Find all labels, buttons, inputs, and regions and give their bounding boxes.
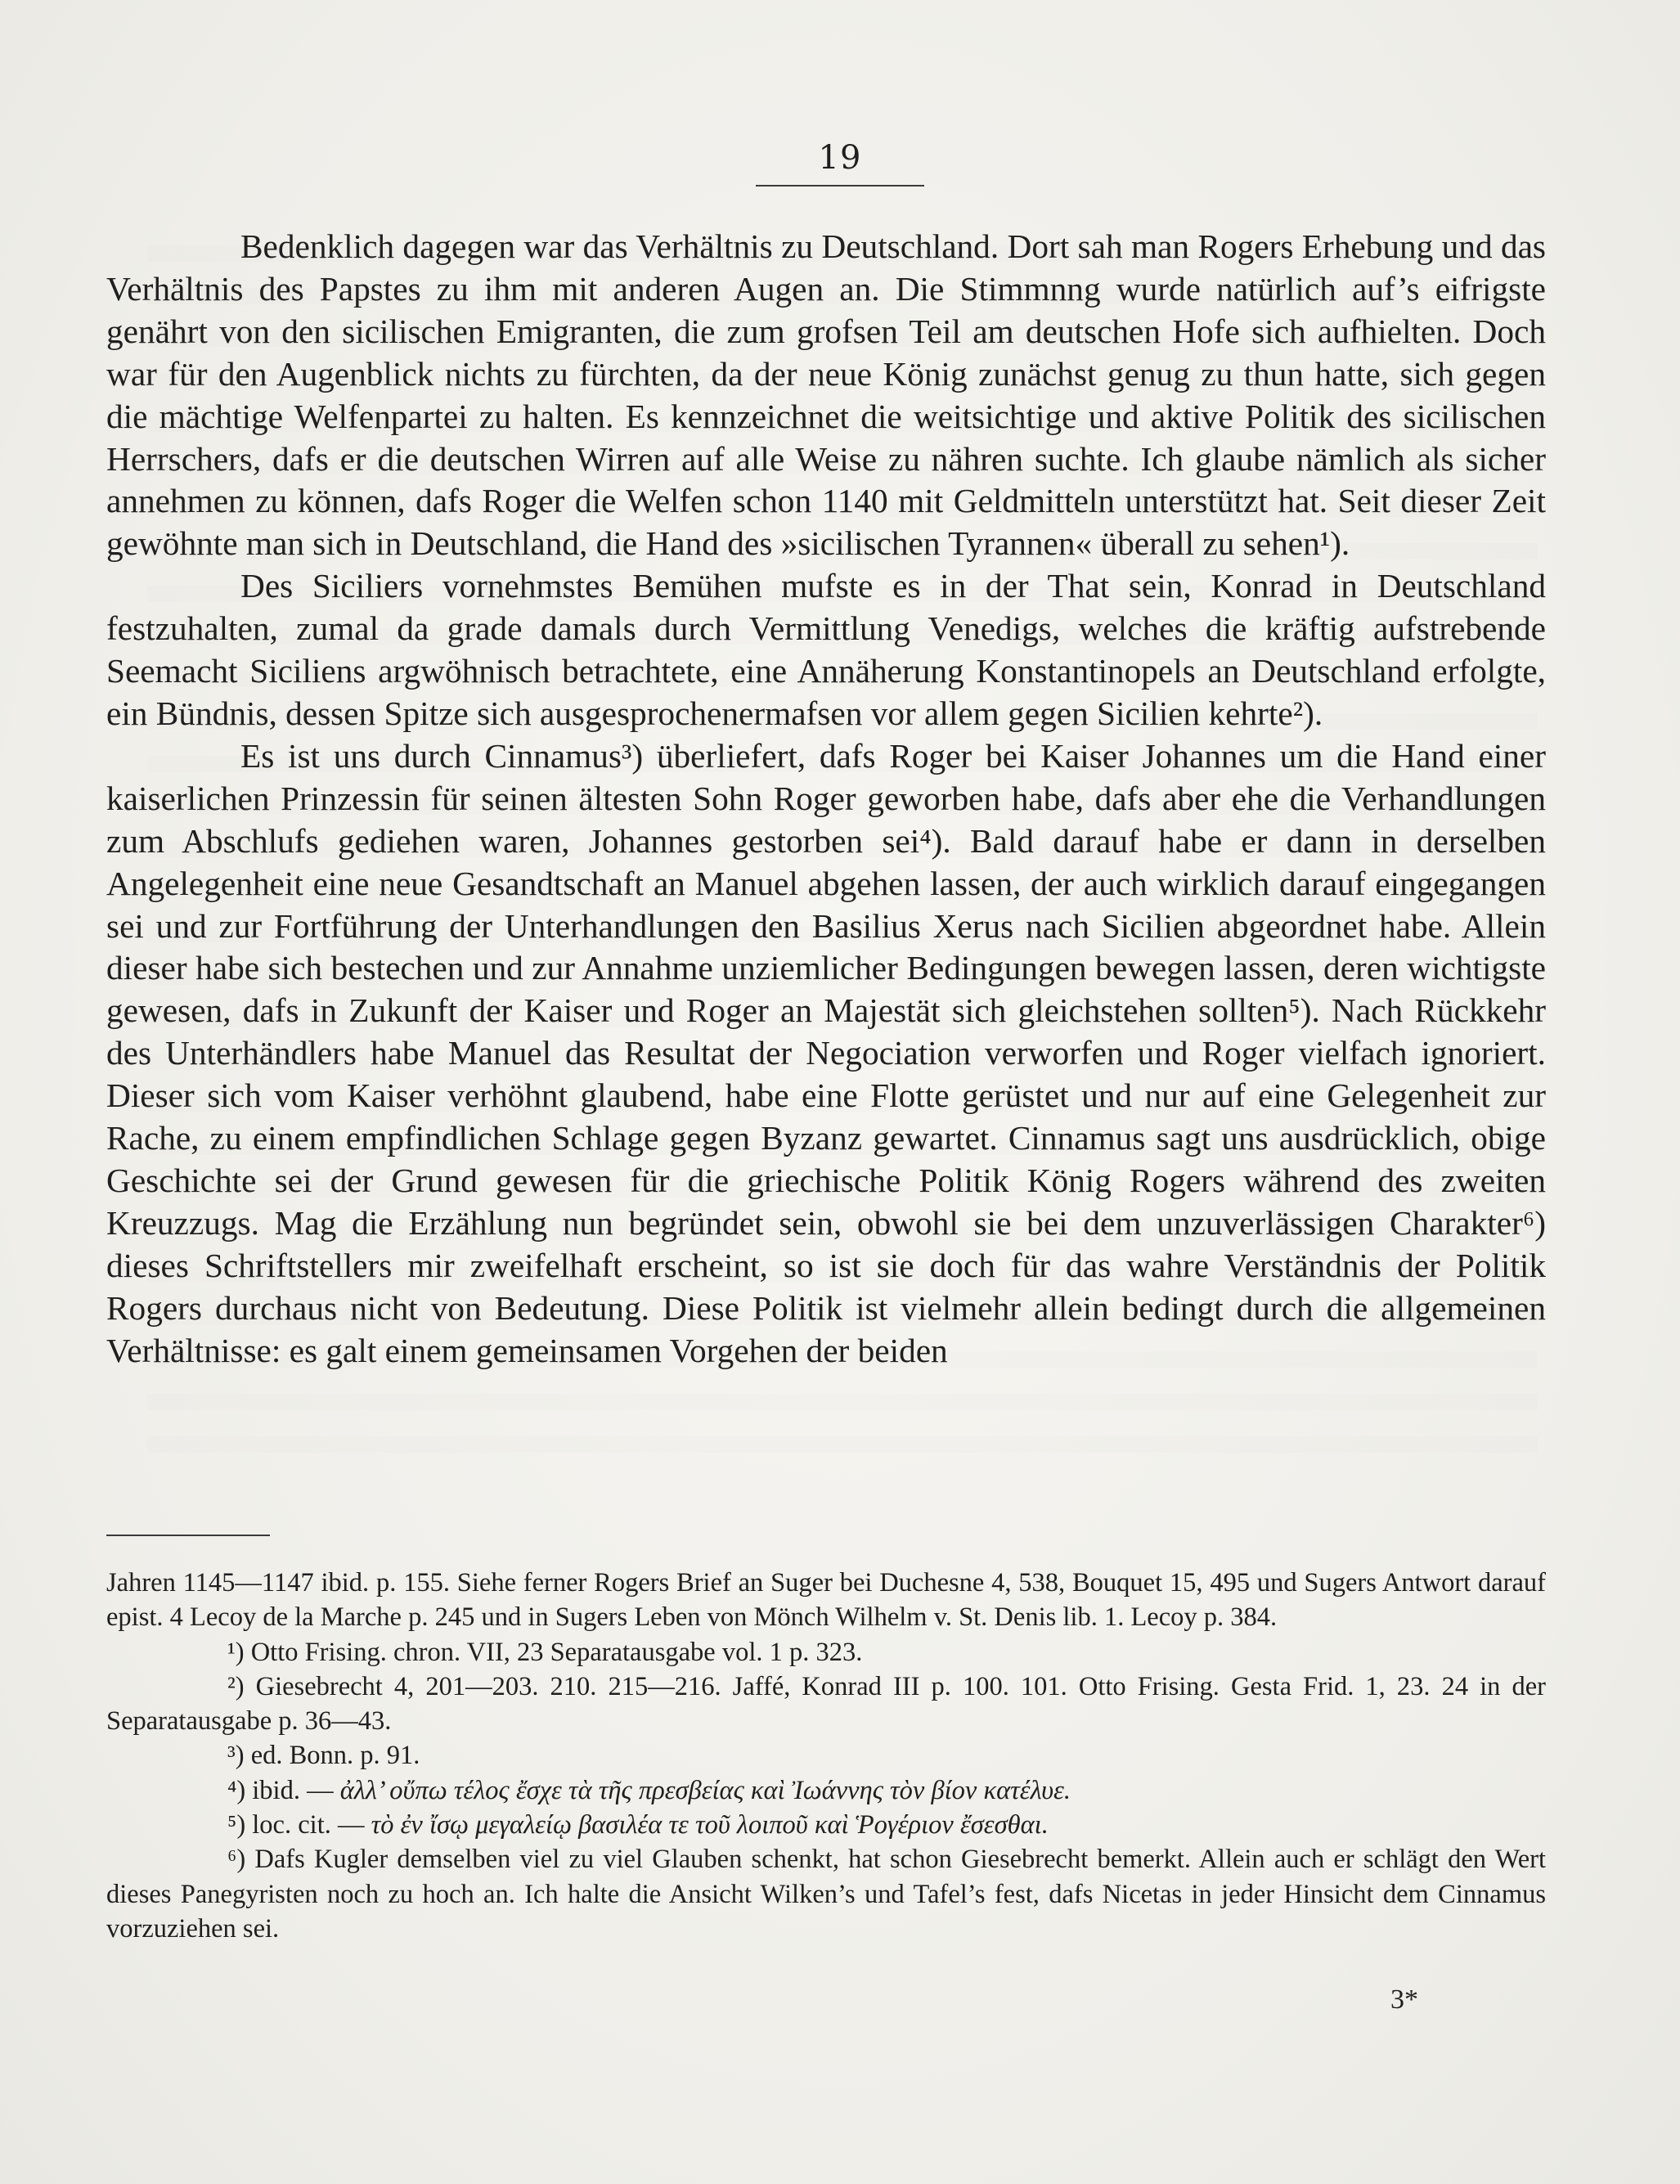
header-rule [756, 185, 924, 186]
footnote-3: ³) ed. Bonn. p. 91. [227, 1741, 420, 1771]
page-number: 19 [818, 139, 862, 177]
footnote-continuation: Jahren 1145—1147 ibid. p. 155. Siehe ferner Rogers Brief an Suger bei Duchesne 4, 538, Bouquet 15, 495 und Sugers Antwort darauf epist. 4 Lecoy de la Marche p. 245 und in Sugers Leben von Mönch Wilhelm v. St. Denis lib. 1. Lecoy p. 384. [106, 1568, 1546, 1633]
footnote-rule [106, 1535, 270, 1536]
footnote-5-label: ⁵) loc. cit. — [227, 1810, 371, 1840]
footnote-2: ²) Giesebrecht 4, 201—203. 210. 215—216. Jaffé, Konrad III p. 100. 101. Otto Frising. Gesta Frid. 1, 23. 24 in der Separatausgabe p. 36—43. [106, 1671, 1546, 1737]
body-paragraph: Des Siciliers vornehmstes Bemühen mufste es in der That sein, Konrad in Deutschland festzuhalten, zumal da grade damals durch Vermittlung Venedigs, welches die kräftig aufstrebende Seemacht Siciliens argwöhnisch betrachtete, eine Annäherung Konstantinopels an Deutschland erfolgte, ein Bündnis, dessen Spitze sich ausgesprochenermafsen vor allem gegen Sicilien kehrte²). [106, 567, 1546, 732]
body-paragraph: Bedenklich dagegen war das Verhältnis zu Deutschland. Dort sah man Rogers Erhebung und das Verhältnis des Papstes zu ihm mit anderen Augen an. Die Stimmnng wurde natürlich auf’s eifrigste genährt von den sicilischen Emigranten, die zum grofsen Teil am deutschen Hofe sich aufhielten. Doch war für den Augenblick nichts zu fürchten, da der neue König zunächst genug zu thun hatte, sich gegen die mächtige Welfenpartei zu halten. Es kennzeichnet die weitsichtige und aktive Politik des sicilischen Herrschers, dafs er die deutschen Wirren auf alle Weise zu nähren suchte. Ich glaube nämlich als sicher annehmen zu können, dafs Roger die Welfen schon 1140 mit Geldmitteln unterstützt hat. Seit dieser Zeit gewöhnte man sich in Deutschland, die Hand des »sicilischen Tyrannen« überall zu sehen¹). [106, 227, 1546, 563]
footnotes [106, 1566, 1546, 1946]
footnote-5 [106, 1808, 1546, 1842]
footnote-4 [106, 1773, 1546, 1808]
footnote-5-greek-quote: τὸ ἐν ἴσῳ μεγαλείῳ βασιλέα τε τοῦ λοιποῦ καὶ Ῥογέριον ἔσεσθαι. [371, 1810, 1049, 1840]
footnote-1: ¹) Otto Frising. chron. VII, 23 Separatausgabe vol. 1 p. 323. [227, 1637, 863, 1667]
footnote-6: ⁶) Dafs Kugler demselben viel zu viel Glauben schenkt, hat schon Giesebrecht bemerkt. Allein auch er schlägt den Wert dieses Panegyristen noch zu hoch an. Ich halte die Ansicht Wilken’s und Tafel’s fest, dafs Nicetas in jeder Hinsicht dem Cinnamus vorzuziehen sei. [106, 1845, 1546, 1944]
printer-signature-mark: 3* [1390, 1984, 1418, 2015]
main-text [106, 226, 1546, 1372]
body-paragraph: Es ist uns durch Cinnamus³) überliefert, dafs Roger bei Kaiser Johannes um die Hand einer kaiserlichen Prinzessin für seinen ältesten Sohn Roger geworben habe, dafs aber ehe die Verhandlungen zum Abschlufs gediehen waren, Johannes gestorben sei⁴). Bald darauf habe er dann in derselben Angelegenheit eine neue Gesandtschaft an Manuel abgehen lassen, der auch wirklich darauf eingegangen sei und zur Fortführung der Unterhandlungen den Basilius Xerus nach Sicilien abgeordnet habe. Allein dieser habe sich bestechen und zur Annahme unziemlicher Bedingungen bewegen lassen, deren wichtigste gewesen, dafs in Zukunft der Kaiser und Roger an Majestät sich gleichstehen sollten⁵). Nach Rückkehr des Unterhändlers habe Manuel das Resultat der Negociation verworfen und Roger vielfach ignoriert. Dieser sich vom Kaiser verhöhnt glaubend, habe eine Flotte gerüstet und nur auf eine Gelegenheit zur Rache, zu einem empfindlichen Schlage gegen Byzanz gewartet. Cinnamus sagt uns ausdrücklich, obige Geschichte sei der Grund gewesen für die griechische Politik König Rogers während des zweiten Kreuzzugs. Mag die Erzählung nun begründet sein, obwohl sie bei dem unzuverlässigen Charakter⁶) dieses Schriftstellers mir zweifelhaft erscheint, so ist sie doch für das wahre Verständnis der Politik Rogers durchaus nicht von Bedeutung. Diese Politik ist vielmehr allein bedingt durch die allgemeinen Verhältnisse: es galt einem gemeinsamen Vorgehen der beiden [106, 736, 1546, 1369]
footnote-4-label: ⁴) ibid. — [227, 1775, 340, 1805]
footnote-4-greek-quote: ἀλλ’ οὔπω τέλος ἔσχε τὰ τῆς πρεσβείας καὶ Ἰωάννης τὸν βίον κατέλυε. [339, 1775, 1071, 1805]
